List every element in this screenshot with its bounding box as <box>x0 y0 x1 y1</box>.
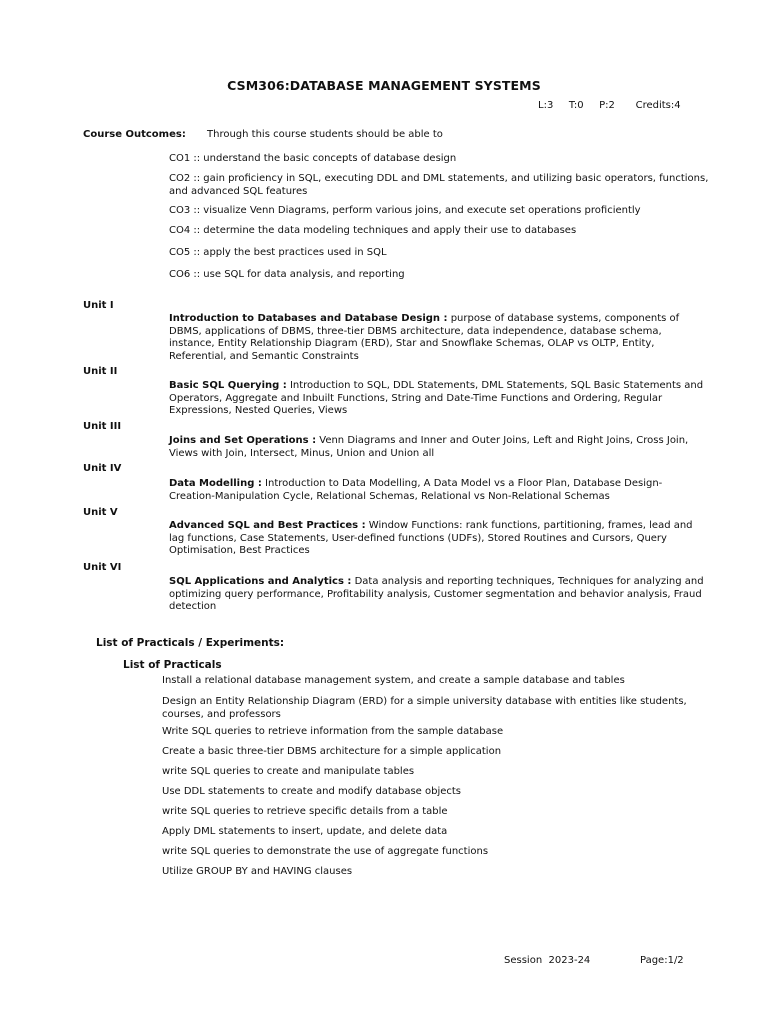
course-outcome-item: CO2 :: gain proficiency in SQL, executing DDL and DML statements, and utilizing basic operators, functions, and advanced SQL features <box>169 173 709 197</box>
unit-text: Introduction to Data Modelling, A Data Model vs a Floor Plan, Database Design-Creation-Manipulation Cycle, Relational Schemas, Relational vs Non-Relational Schemas <box>169 478 663 502</box>
practical-item: write SQL queries to retrieve specific details from a table <box>162 806 448 817</box>
practical-item: Apply DML statements to insert, update, and delete data <box>162 826 448 837</box>
unit-label: Unit IV <box>83 463 122 474</box>
unit-label: Unit V <box>83 507 118 518</box>
course-outcome-item: CO1 :: understand the basic concepts of database design <box>169 153 457 164</box>
credits-line: L:3 T:0 P:2 Credits:4 <box>538 100 681 111</box>
course-outcome-item: CO4 :: determine the data modeling techniques and apply their use to databases <box>169 225 577 236</box>
practical-item: write SQL queries to create and manipulate tables <box>162 766 415 777</box>
course-title: CSM306:DATABASE MANAGEMENT SYSTEMS <box>227 78 541 93</box>
unit-heading: Advanced SQL and Best Practices : <box>169 520 366 531</box>
unit-body <box>169 380 704 418</box>
unit-body <box>169 313 704 363</box>
unit-heading: Joins and Set Operations : <box>169 435 317 446</box>
unit-label: Unit I <box>83 300 114 311</box>
practical-item: Utilize GROUP BY and HAVING clauses <box>162 866 353 877</box>
unit-heading: SQL Applications and Analytics : <box>169 576 352 587</box>
unit-body <box>169 576 704 614</box>
unit-heading: Data Modelling : <box>169 478 262 489</box>
unit-text: Venn Diagrams and Inner and Outer Joins, Left and Right Joins, Cross Join, Views with Join, Intersect, Minus, Union and Union all <box>169 435 689 459</box>
course-outcomes-intro: Through this course students should be able to <box>207 129 443 140</box>
course-outcome-item: CO5 :: apply the best practices used in SQL <box>169 247 387 258</box>
unit-body <box>169 478 704 503</box>
practicals-heading: List of Practicals / Experiments: <box>96 637 285 649</box>
unit-body <box>169 520 704 558</box>
unit-text: Data analysis and reporting techniques, Techniques for analyzing and optimizing query performance, Profitability analysis, Customer segmentation and behavior analysis, Fraud detection <box>169 576 704 612</box>
unit-text: Window Functions: rank functions, partitioning, frames, lead and lag functions, Case Statements, User-defined functions (UDFs), Stored Routines and Cursors, Query Optimisation, Best Practices <box>169 520 693 556</box>
practicals-subheading: List of Practicals <box>123 659 222 671</box>
session-label: Session 2023-24 <box>504 955 591 966</box>
practical-item: write SQL queries to demonstrate the use of aggregate functions <box>162 846 489 857</box>
unit-heading: Introduction to Databases and Database Design : <box>169 313 448 324</box>
unit-label: Unit III <box>83 421 122 432</box>
unit-body <box>169 435 704 460</box>
unit-label: Unit II <box>83 366 118 377</box>
unit-label: Unit VI <box>83 562 122 573</box>
practical-item: Install a relational database management system, and create a sample database and tables <box>162 675 625 686</box>
practical-item: Use DDL statements to create and modify database objects <box>162 786 462 797</box>
practical-item: Create a basic three-tier DBMS architecture for a simple application <box>162 746 502 757</box>
unit-heading: Basic SQL Querying : <box>169 380 287 391</box>
practical-item: Design an Entity Relationship Diagram (ERD) for a simple university database with entities like students, courses, and professors <box>162 696 687 720</box>
course-outcome-item: CO3 :: visualize Venn Diagrams, perform various joins, and execute set operations proficiently <box>169 205 641 216</box>
page-number: Page:1/2 <box>640 955 684 966</box>
course-outcomes-label: Course Outcomes: <box>83 129 186 140</box>
unit-text: Introduction to SQL, DDL Statements, DML Statements, SQL Basic Statements and Operators, Aggregate and Inbuilt Functions, String and Date-Time Functions and Ordering, Regular Expressions, Nested Queries, Views <box>169 380 704 416</box>
unit-text: purpose of database systems, components of DBMS, applications of DBMS, three-tier DBMS architecture, data independence, database schema, instance, Entity Relationship Diagram (ERD), Star and Snowflake Schemas, OLAP vs OLTP, Entity, Referential, and Semantic Constraints <box>169 313 680 362</box>
course-outcome-item: CO6 :: use SQL for data analysis, and reporting <box>169 269 405 280</box>
practical-item: Write SQL queries to retrieve information from the sample database <box>162 726 504 737</box>
